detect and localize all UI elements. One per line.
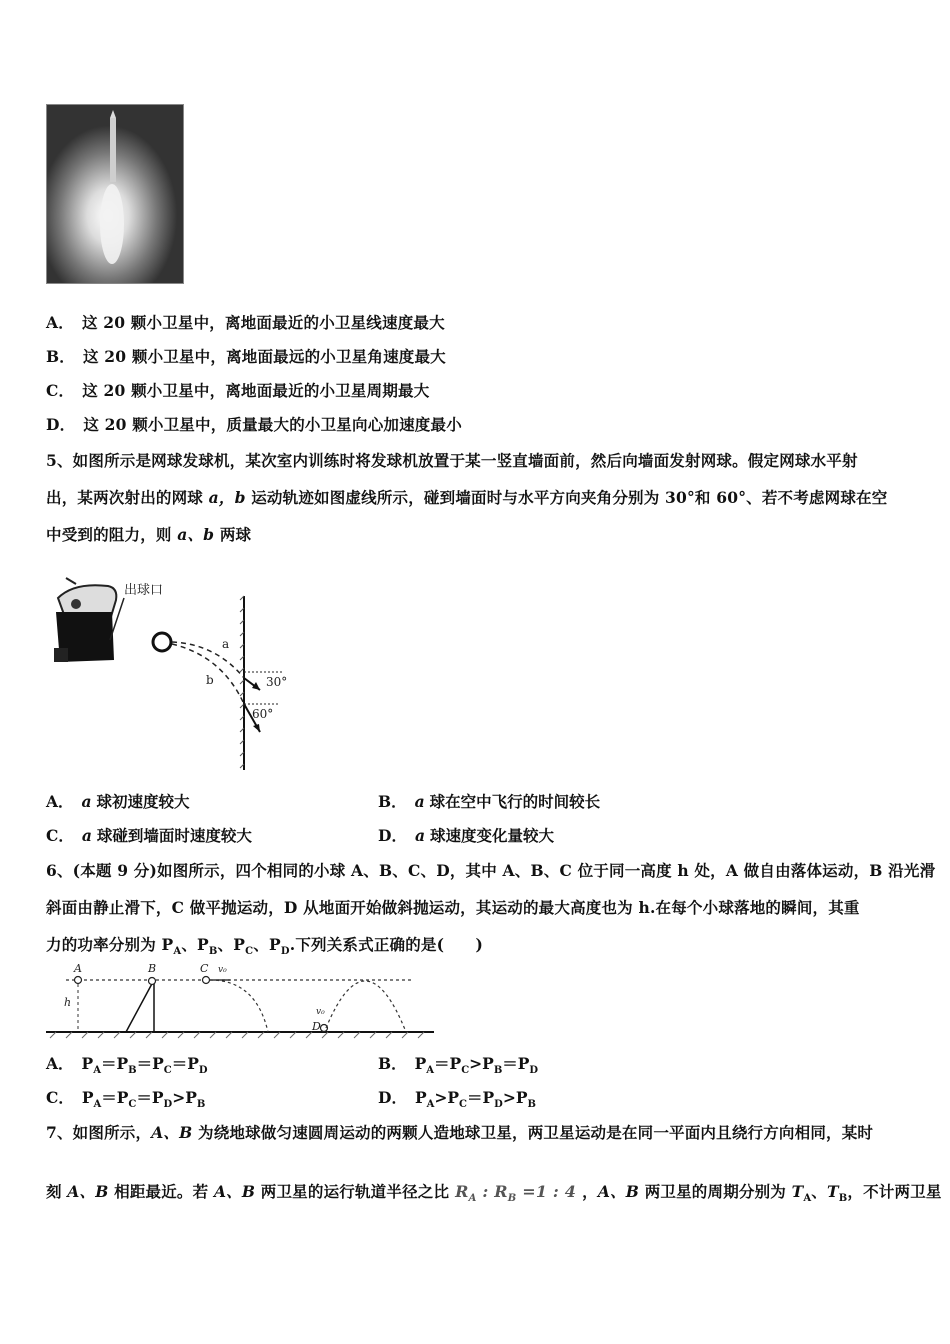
option-label: D． bbox=[46, 415, 76, 434]
velocity-c-label: v₀ bbox=[218, 965, 227, 975]
q6-stem-line-1: 6、(本题 9 分)如图所示，四个相同的小球 A、B、C、D，其中 A、B、C 位于同一高度 h 处，A 做自由落体运动，B 沿光滑 bbox=[46, 861, 936, 880]
option-label: D． bbox=[378, 826, 407, 845]
projectile-figure bbox=[46, 962, 436, 1042]
text: 刻 bbox=[46, 1182, 68, 1201]
option-text: 球在空中飞行的时间较长 bbox=[429, 792, 601, 811]
text: 、 bbox=[811, 1182, 827, 1201]
var: a，b bbox=[208, 488, 246, 507]
option-label: A． bbox=[46, 313, 74, 332]
label-a: a bbox=[222, 637, 230, 651]
q5-stem-line-2 bbox=[46, 486, 887, 508]
q6-stem-line-2: 斜面由静止滑下，C 做平抛运动，D 从地面开始做斜抛运动，其运动的最大高度也为 h.在每个小球落地的瞬间，其重 bbox=[46, 898, 860, 917]
q4-option-b bbox=[46, 345, 446, 367]
option-label: B． bbox=[378, 792, 407, 811]
var: T bbox=[827, 1182, 839, 1201]
var: a bbox=[81, 826, 92, 845]
text: 、P bbox=[253, 935, 281, 954]
q6-option-d: D． $P_A>P_C=P_D>P_B$ bbox=[378, 1088, 536, 1111]
q7-stem-line-1 bbox=[46, 1121, 873, 1143]
option-label: B． bbox=[46, 347, 76, 366]
q7-stem-line-2: 刻 A、B 相距最近。若 A、B 两卫星的运行轨道半径之比 $R_A$ : $R_B =1$ : 4 ，A、B 两卫星的周期分别为 $T_A$、$T_B$，不计两卫星 bbox=[46, 1182, 942, 1205]
text: 、P bbox=[217, 935, 246, 954]
outlet-label: 出球口 bbox=[124, 583, 164, 598]
q4-option-c bbox=[46, 379, 429, 401]
height-label: h bbox=[64, 996, 72, 1009]
var: a bbox=[81, 792, 92, 811]
var: A、B bbox=[151, 1123, 193, 1142]
q5-stem-line-1: 5、如图所示是网球发球机，某次室内训练时将发球机放置于某一竖直墙面前，然后向墙面发射网球。假定网球水平射 bbox=[46, 451, 858, 470]
text: 7、如图所示， bbox=[46, 1123, 152, 1142]
option-text: 这 20 颗小卫星中，离地面最远的小卫星角速度最大 bbox=[83, 347, 446, 366]
ball-c-label: C bbox=[200, 962, 209, 975]
option-text: 这 20 颗小卫星中，离地面最近的小卫星周期最大 bbox=[82, 381, 430, 400]
var: A、B bbox=[67, 1182, 109, 1201]
angle-60: 60° bbox=[252, 707, 274, 721]
option-text: 球初速度较大 bbox=[96, 792, 190, 811]
option-text: 这 20 颗小卫星中，质量最大的小卫星向心加速度最小 bbox=[83, 415, 462, 434]
ball-a-label: A bbox=[74, 962, 82, 975]
text: 出，某两次射出的网球 bbox=[46, 488, 204, 507]
var: A、B bbox=[597, 1182, 640, 1201]
text: 两卫星的运行轨道半径之比 bbox=[255, 1182, 450, 1201]
option-text: 这 20 颗小卫星中，离地面最近的小卫星线速度最大 bbox=[81, 313, 445, 332]
q4-option-a bbox=[46, 311, 445, 333]
text: 相距最近。若 bbox=[108, 1182, 214, 1201]
text: .下列关系式正确的是( ) bbox=[289, 935, 484, 954]
q6-option-a: A． $P_A=P_B=P_C=P_D$ bbox=[46, 1054, 208, 1077]
text: ， bbox=[582, 1182, 598, 1201]
text: 两球 bbox=[219, 525, 252, 544]
ball-d-label: D bbox=[312, 1020, 321, 1033]
text: 、P bbox=[181, 935, 209, 954]
q6-stem-line-3: 力的功率分别为 $P_A$、$P_B$、$P_C$、$P_D$.下列关系式正确的是( ) bbox=[46, 935, 484, 958]
angle-30: 30° bbox=[266, 675, 288, 689]
option-label: A． bbox=[46, 792, 74, 811]
tennis-machine-figure bbox=[46, 560, 306, 772]
text: ，不计两卫星 bbox=[847, 1182, 942, 1201]
rocket-launch-photo bbox=[46, 104, 184, 284]
q6-option-b: B． $P_A=P_C>P_B=P_D$ bbox=[378, 1054, 539, 1077]
option-text: 球速度变化量较大 bbox=[429, 826, 554, 845]
option-label: C． bbox=[46, 826, 74, 845]
var: A、B bbox=[213, 1182, 256, 1201]
radius-ratio: $R_A$ : $R_B =1$ : 4 bbox=[455, 1182, 577, 1205]
text: 中受到的阻力，则 bbox=[46, 525, 172, 544]
text: 运动轨迹如图虚线所示，碰到墙面时与水平方向夹角分别为 30°和 60°、若不考虑网球在空 bbox=[251, 488, 888, 507]
q5-option-b bbox=[378, 790, 600, 812]
q5-stem-line-3 bbox=[46, 523, 251, 545]
q5-option-d bbox=[378, 824, 554, 846]
label-b: b bbox=[206, 673, 214, 687]
var: a bbox=[414, 826, 425, 845]
var: T bbox=[791, 1182, 804, 1201]
var: a bbox=[414, 792, 425, 811]
ball-b-label: B bbox=[148, 962, 157, 975]
option-text: 球碰到墙面时速度较大 bbox=[96, 826, 252, 845]
text: 两卫星的周期分别为 bbox=[639, 1182, 792, 1201]
q5-option-a bbox=[46, 790, 190, 812]
text: 力的功率分别为 P bbox=[46, 935, 174, 954]
text: 为绕地球做匀速圆周运动的两颗人造地球卫星，两卫星运动是在同一平面内且绕行方向相同，某时 bbox=[192, 1123, 874, 1142]
q6-option-c: C． $P_A=P_C=P_D>P_B$ bbox=[46, 1088, 206, 1111]
q5-option-c bbox=[46, 824, 252, 846]
var: a、b bbox=[177, 525, 215, 544]
velocity-d-label: v₀ bbox=[316, 1007, 325, 1017]
q4-option-d bbox=[46, 413, 462, 435]
option-label: C． bbox=[46, 381, 75, 400]
